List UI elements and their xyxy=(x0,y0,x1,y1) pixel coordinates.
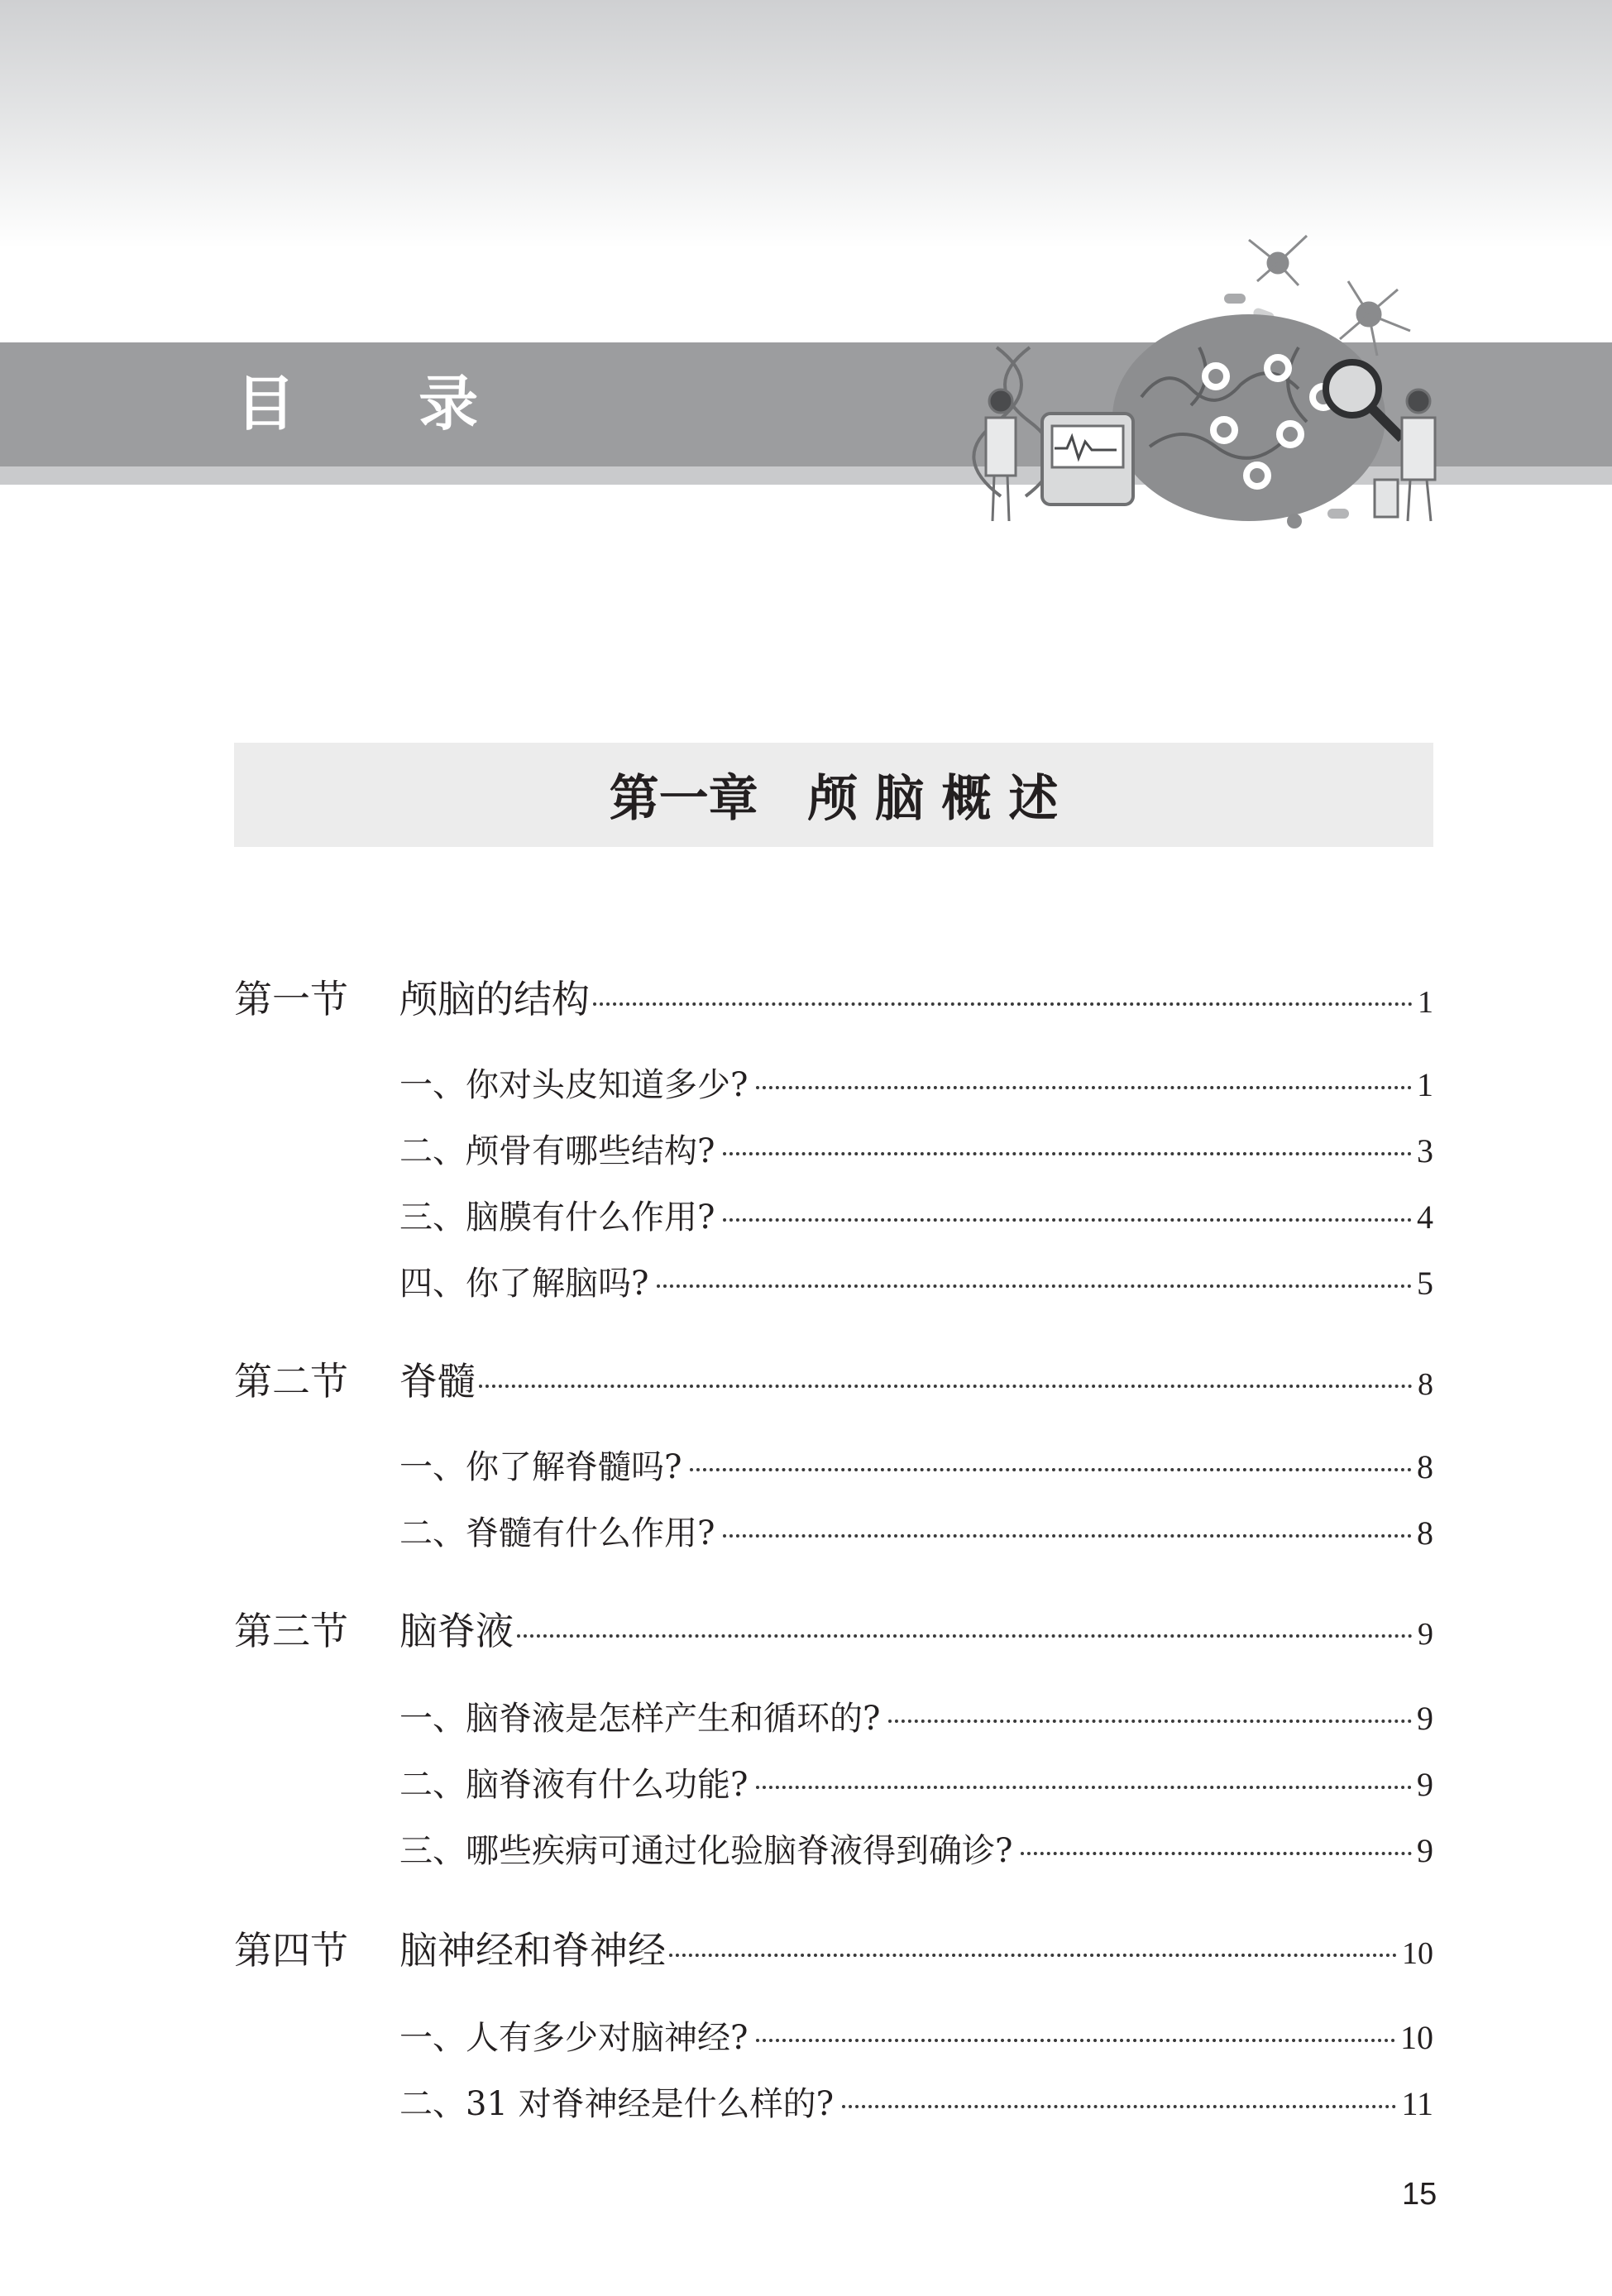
dot-leader xyxy=(669,1954,1397,1957)
section-label: 第二节 xyxy=(234,1359,348,1404)
page-number: 15 xyxy=(1402,2177,1437,2212)
brain-science-illustration xyxy=(951,223,1489,546)
toc-item[interactable] xyxy=(399,1692,1433,1742)
section-title: 脑脊液 xyxy=(399,1609,514,1653)
top-gradient xyxy=(0,0,1612,248)
page-ref: 9 xyxy=(1417,1832,1433,1869)
dot-leader xyxy=(756,1786,1412,1789)
dot-leader xyxy=(657,1284,1412,1288)
dot-leader xyxy=(723,1152,1412,1155)
toc-item[interactable] xyxy=(399,2011,1433,2061)
item-title: 三、脑膜有什么作用? xyxy=(399,1198,715,1236)
dot-leader xyxy=(756,1086,1412,1089)
chapter-heading xyxy=(234,743,1433,847)
section-title: 颅脑的结构 xyxy=(399,977,590,1021)
page-ref: 9 xyxy=(1417,1700,1433,1737)
toc-item[interactable] xyxy=(399,1191,1433,1241)
section-label: 第三节 xyxy=(234,1609,348,1653)
page-ref: 1 xyxy=(1417,1066,1433,1103)
item-title: 一、人有多少对脑神经? xyxy=(399,2019,749,2057)
section-label: 第一节 xyxy=(234,977,348,1021)
item-title: 二、颅骨有哪些结构? xyxy=(399,1132,715,1170)
dot-leader xyxy=(517,1634,1413,1638)
dot-leader xyxy=(690,1468,1412,1471)
section-label: 第四节 xyxy=(234,1928,348,1973)
chapter-title: 第一章 颅 脑 概 述 xyxy=(609,770,1059,828)
item-title: 二、脊髓有什么作用? xyxy=(399,1514,715,1552)
item-title: 四、你了解脑吗? xyxy=(399,1265,649,1303)
page-ref: 10 xyxy=(1402,1936,1433,1971)
dot-leader xyxy=(723,1218,1412,1222)
toc-item[interactable] xyxy=(399,1125,1433,1174)
dot-leader xyxy=(593,1002,1413,1006)
toc-item[interactable] xyxy=(399,1441,1433,1490)
dot-leader xyxy=(756,2039,1395,2042)
section-title: 脑神经和脊神经 xyxy=(399,1928,666,1973)
page-ref: 1 xyxy=(1418,985,1433,1020)
item-title: 二、脑脊液有什么功能? xyxy=(399,1766,749,1804)
page-ref: 8 xyxy=(1417,1448,1433,1485)
dot-leader xyxy=(723,1534,1412,1538)
page-ref: 11 xyxy=(1401,2085,1433,2122)
toc-item[interactable] xyxy=(399,1257,1433,1307)
dot-leader xyxy=(888,1720,1412,1723)
item-title: 一、你对头皮知道多少? xyxy=(399,1066,749,1104)
page-ref: 9 xyxy=(1417,1766,1433,1803)
toc-section[interactable] xyxy=(234,969,1433,1019)
page-ref: 10 xyxy=(1400,2019,1433,2056)
item-title: 二、31 对脊神经是什么样的? xyxy=(399,2085,835,2123)
dot-leader xyxy=(842,2105,1396,2108)
page-title: 目 录 xyxy=(236,369,530,438)
page-ref: 5 xyxy=(1417,1265,1433,1302)
section-title: 脊髓 xyxy=(399,1359,476,1404)
toc-section[interactable] xyxy=(234,1601,1433,1651)
page-ref: 4 xyxy=(1417,1198,1433,1236)
dot-leader xyxy=(479,1385,1413,1388)
page-ref: 8 xyxy=(1418,1367,1433,1402)
page-ref: 9 xyxy=(1418,1617,1433,1652)
item-title: 一、脑脊液是怎样产生和循环的? xyxy=(399,1700,881,1738)
item-title: 一、你了解脊髓吗? xyxy=(399,1448,682,1486)
dot-leader xyxy=(1021,1852,1412,1855)
toc-item[interactable] xyxy=(399,1059,1433,1108)
toc-item[interactable] xyxy=(399,1507,1433,1557)
toc-section[interactable] xyxy=(234,1351,1433,1404)
item-title: 三、哪些疾病可通过化验脑脊液得到确诊? xyxy=(399,1832,1013,1870)
page-ref: 8 xyxy=(1417,1514,1433,1552)
toc-item[interactable] xyxy=(399,1825,1433,1874)
toc-section[interactable] xyxy=(234,1921,1433,1973)
toc-item[interactable] xyxy=(399,2078,1433,2127)
page-ref: 3 xyxy=(1417,1132,1433,1170)
toc-item[interactable] xyxy=(399,1758,1433,1808)
